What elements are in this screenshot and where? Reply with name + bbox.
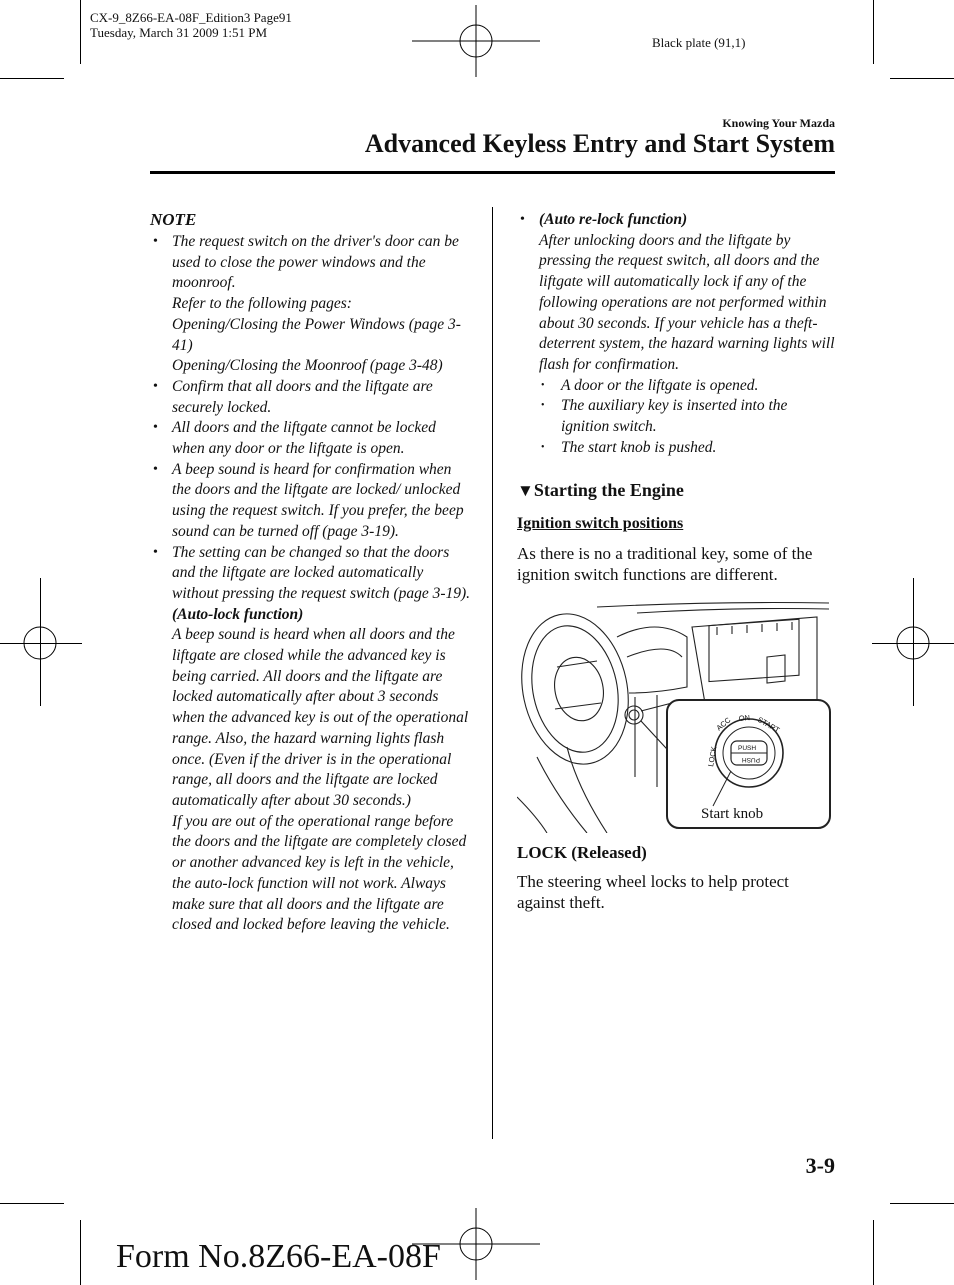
- left-column: [150, 210, 472, 936]
- page-number: 3-9: [805, 1153, 835, 1178]
- ignition-heading: Ignition switch positions: [517, 515, 684, 532]
- section-label: Knowing Your Mazda: [722, 116, 835, 130]
- knob-label-on: ON: [738, 713, 751, 723]
- engine-heading-text: Starting the Engine: [533, 480, 684, 500]
- relock-condition: • The auxiliary key is inserted into the ignition switch.: [539, 396, 837, 437]
- note-text: If you are out of the operational range before the doors and the liftgate are completely closed or another advanced key is left in the vehicle, the auto-lock function will not work. Always make sure that all doors and the liftgate are closed and locked before leaving the vehicle.: [172, 812, 467, 934]
- lock-text: The steering wheel locks to help protect against theft.: [517, 872, 789, 912]
- title-rule: [150, 171, 835, 174]
- start-knob-callout: Start knob: [701, 806, 764, 822]
- note-text: • All doors and the liftgate cannot be locked when any door or the liftgate is open.: [172, 419, 436, 458]
- ignition-figure: [517, 597, 835, 833]
- knob-label-start: START: [756, 714, 782, 735]
- knob-label-push-bottom: PUSH: [741, 756, 760, 763]
- note-item: [150, 232, 472, 377]
- relock-item: [517, 210, 837, 458]
- lock-heading: LOCK (Released): [517, 843, 647, 862]
- relock-conditions: [539, 376, 837, 459]
- right-column: [517, 210, 837, 458]
- relock-heading: • (Auto re-lock function): [539, 211, 688, 228]
- relock-list: [517, 210, 837, 458]
- column-divider: [492, 207, 493, 1139]
- knob-label-push-top: PUSH: [738, 745, 757, 752]
- knob-label-acc: ACC: [714, 715, 733, 733]
- note-list: [150, 232, 472, 936]
- note-text: A beep sound is heard when all doors and the liftgate are closed while the advanced key is being carried. All doors and the liftgate are locked automatically after about 3 seconds when the advanced key is out of the operational range. Also, the hazard warning lights flash once. (Even if the driver is in the operational range, all doors and the liftgate are locked automatically after about 30 seconds.): [172, 626, 469, 809]
- note-heading: NOTE: [150, 210, 197, 229]
- note-item: [150, 460, 472, 543]
- plate-label: Black plate (91,1): [652, 35, 746, 50]
- print-date-line: Tuesday, March 31 2009 1:51 PM: [90, 25, 268, 40]
- form-number: Form No.8Z66-EA-08F: [116, 1238, 441, 1275]
- print-file-line: CX-9_8Z66-EA-08F_Edition3 Page91: [90, 10, 292, 25]
- note-text: Refer to the following pages:: [172, 295, 352, 313]
- note-item: [150, 543, 472, 936]
- note-text: • Confirm that all doors and the liftgate are securely locked.: [172, 377, 433, 416]
- note-item: [150, 418, 472, 459]
- note-text: • The request switch on the driver's door can be used to close the power windows and the moonroof.: [172, 233, 459, 292]
- relock-condition: • The start knob is pushed.: [539, 438, 837, 459]
- engine-heading: [517, 480, 684, 501]
- print-file-info: [90, 10, 292, 40]
- note-item: [150, 377, 472, 418]
- note-text: • The setting can be changed so that the doors and the liftgate are locked automatically without pressing the request switch (page 3-19).: [172, 543, 471, 602]
- knob-label-lock: LOCK: [706, 745, 719, 768]
- auto-lock-heading: (Auto-lock function): [172, 605, 304, 623]
- triangle-down-icon: ▼: [517, 481, 534, 500]
- note-text: • A beep sound is heard for confirmation when the doors and the liftgate are locked/ unlocked using the request switch. If you prefer, the beep sound can be turned off (page 3-19).: [172, 460, 464, 540]
- ignition-text: As there is no a traditional key, some of the ignition switch functions are different.: [517, 544, 813, 584]
- page-title: Advanced Keyless Entry and Start System: [364, 129, 835, 158]
- note-text: Opening/Closing the Moonroof (page 3-48): [172, 357, 443, 375]
- relock-text: After unlocking doors and the liftgate by pressing the request switch, all doors and the liftgate will automatically lock if any of the following operations are not performed within about 30 seconds. If your vehicle has a theft-deterrent system, the hazard warning lights will flash for confirmation.: [539, 231, 835, 373]
- note-text: Opening/Closing the Power Windows (page 3-41): [172, 315, 461, 354]
- relock-condition: • A door or the liftgate is opened.: [539, 376, 837, 397]
